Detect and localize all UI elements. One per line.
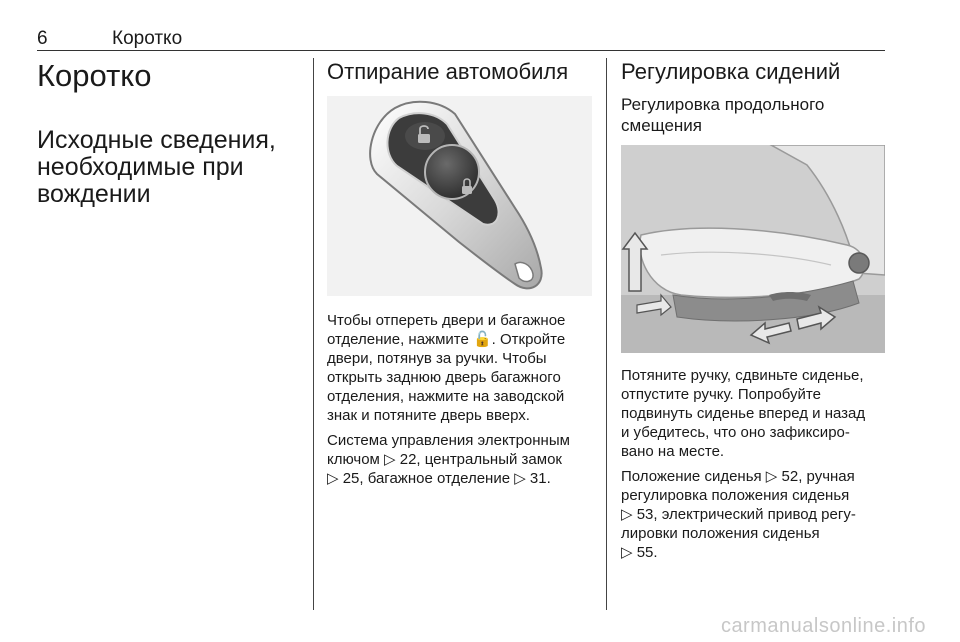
seats-heading: Регулировка сидений xyxy=(621,59,841,84)
reference-paragraph xyxy=(327,431,592,488)
text-line: ▷ 25, багажное отделение ▷ 31. xyxy=(327,470,551,487)
text-line: Система управления электронным xyxy=(327,432,570,449)
text-line: лировки положения сиденья xyxy=(621,525,820,542)
column-1 xyxy=(37,58,297,208)
page-header xyxy=(37,28,885,51)
key-fob-illustration xyxy=(327,96,592,296)
column-divider-2 xyxy=(606,58,607,610)
text-line: Положение сиденья ▷ 52, ручная xyxy=(621,468,855,485)
seat-paragraph xyxy=(621,366,887,461)
text-line: регулировка положения сиденья xyxy=(621,487,850,504)
lock-button xyxy=(425,145,479,199)
text-line: открыть заднюю дверь багажного xyxy=(327,369,561,386)
column-3 xyxy=(621,58,887,562)
seat-reference-paragraph xyxy=(621,467,887,562)
text-line: отпустите ручку. Попробуйте xyxy=(621,386,821,403)
section-title-line: необходимые при xyxy=(37,153,244,181)
text-line: ▷ 53, электрический привод регу- xyxy=(621,506,856,523)
column-divider-1 xyxy=(313,58,314,610)
seat-illustration xyxy=(621,145,885,353)
subheading-line: Регулировка продольного xyxy=(621,95,825,114)
section-title xyxy=(37,127,297,208)
page-number: 6 xyxy=(37,28,48,49)
text-line: отделение, нажмите 🔓. Откройте xyxy=(327,331,566,348)
seat-subheading xyxy=(621,94,887,136)
text-line: двери, потянув за ручки. Чтобы xyxy=(327,350,547,367)
column-2 xyxy=(327,58,592,488)
text-line: вано на месте. xyxy=(621,443,725,460)
text-line: ключом ▷ 22, центральный замок xyxy=(327,451,562,468)
text-line: Потяните ручку, сдвиньте сиденье, xyxy=(621,367,864,384)
watermark: carmanualsonline.info xyxy=(720,615,926,637)
seat-figure xyxy=(621,145,885,353)
text-line: знак и потяните дверь вверх. xyxy=(327,407,530,424)
chapter-title: Коротко xyxy=(37,58,152,93)
section-title-line: Исходные сведения, xyxy=(37,126,276,154)
unlock-button xyxy=(405,122,445,150)
seat-recline-knob xyxy=(849,253,869,273)
section-title-line: вождении xyxy=(37,180,151,208)
text-line: отделения, нажмите на заводской xyxy=(327,388,565,405)
key-fob-figure xyxy=(327,96,592,296)
subheading-line: смещения xyxy=(621,116,702,135)
text-line: подвинуть сиденье вперед и назад xyxy=(621,405,866,422)
text-line: ▷ 55. xyxy=(621,544,658,561)
text-line: и убедитесь, что оно зафиксиро- xyxy=(621,424,850,441)
unlocking-heading: Отпирание автомобиля xyxy=(327,59,569,84)
text-line: Чтобы отпереть двери и багажное xyxy=(327,312,566,329)
unlocking-paragraph xyxy=(327,311,592,425)
running-title: Коротко xyxy=(112,28,183,49)
